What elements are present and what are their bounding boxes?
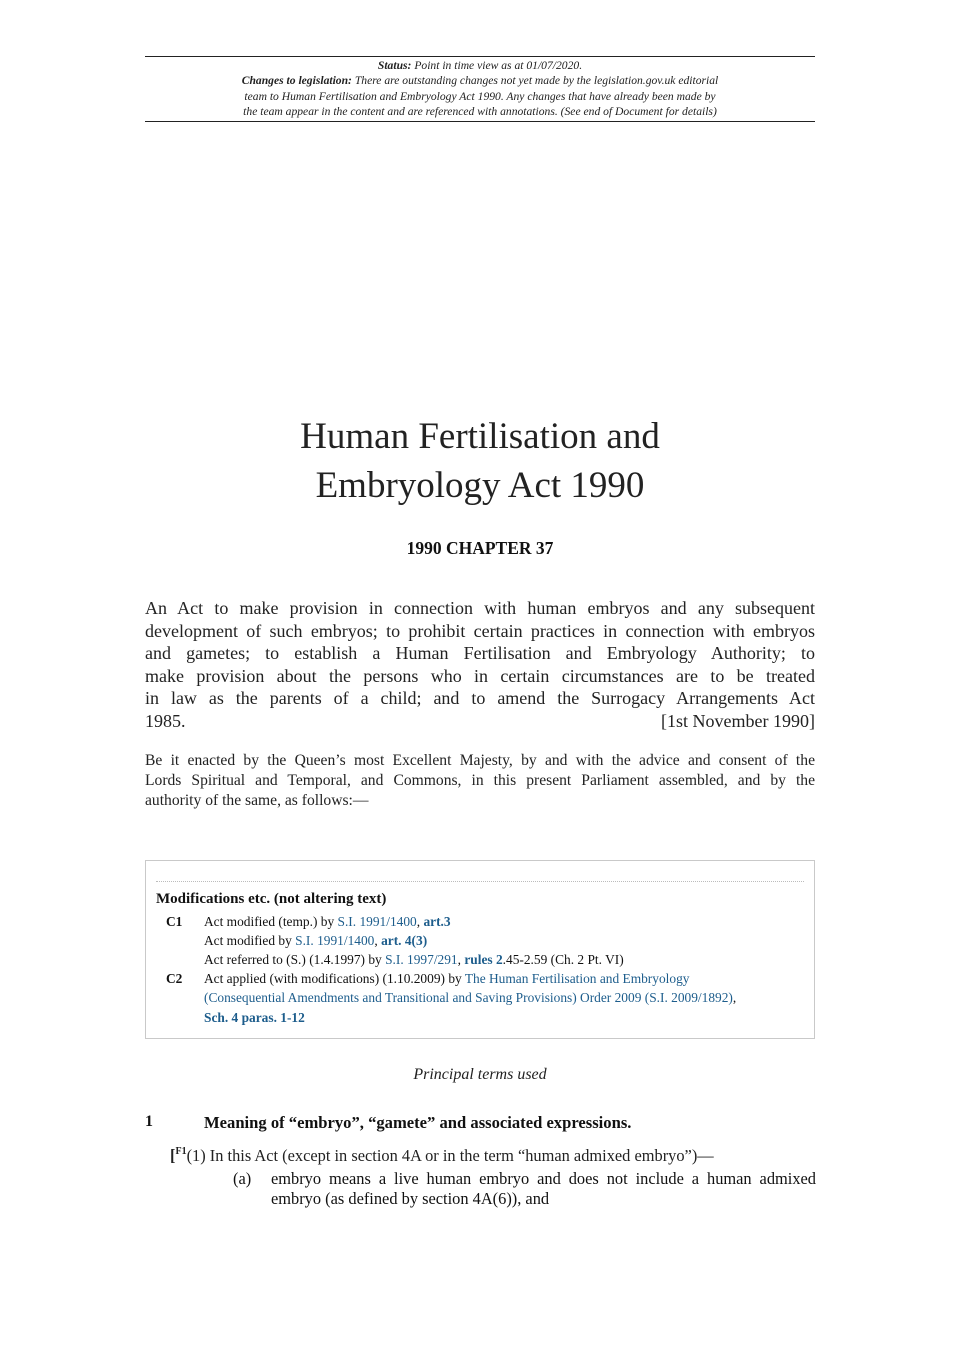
subsection-text: (1) In this Act (except in section 4A or in the term “human admixed embryo”)—: [186, 1146, 714, 1165]
long-title-end: 1985.: [145, 710, 186, 731]
order-link[interactable]: (Consequential Amendments and Transitional and Saving Provisions) Order 2009 (S.I. 2009/1892): [204, 990, 733, 1005]
changes-line-2: team to Human Fertilisation and Embryology Act 1990. Any changes that have already been made by: [244, 90, 716, 103]
changes-line-3: the team appear in the content and are referenced with annotations. (See end of Document for details): [243, 105, 717, 118]
amendment-bracket: [: [170, 1146, 176, 1165]
act-title-line-1: Human Fertilisation and: [300, 416, 660, 457]
annotation-code: C2: [166, 971, 183, 986]
si-link[interactable]: S.I. 1991/1400: [337, 914, 417, 929]
enacting-formula: [145, 751, 815, 811]
enacting-line: Lords Spiritual and Temporal, and Commons, in this present Parliament assembled, and by the: [145, 772, 815, 789]
paragraph-line: embryo (as defined by section 4A(6)), and: [271, 1189, 550, 1208]
long-title-line: An Act to make provision in connection with human embryos and any subsequent: [145, 598, 815, 618]
part-heading: Principal terms used: [413, 1066, 547, 1083]
changes-line-1: Changes to legislation: There are outstanding changes not yet made by the legislation.gov.uk editorial: [241, 74, 719, 87]
act-title-line-2: Embryology Act 1990: [315, 465, 645, 506]
article-link[interactable]: art. 4(3): [381, 933, 428, 948]
modifications-box: Modifications etc. (not altering text) C1 Act modified (temp.) by S.I. 1991/1400, art.3 Act modified by S.I. 1991/1400, art. 4(3) Act referred to (S.) (1.4.1997) by S.I. 1997/291, rules 2.45-2.59 (Ch. 2 Pt. VI) C2 Act applied (with modifications) (1.10.2009) by The Human Fertilisation and Embryology (Consequential Amendments and Transitional and Saving Provisions) Order 2009 (S.I. 2009/1892), Sch. 4 paras. 1-12: [145, 860, 815, 1039]
si-link[interactable]: S.I. 1997/291: [385, 952, 458, 967]
act-title: [145, 412, 815, 510]
schedule-link[interactable]: Sch. 4 paras. 1-12: [204, 1010, 305, 1025]
long-title-line: make provision about the persons who in certain circumstances are to be treated: [145, 665, 815, 686]
paragraph-label: (a): [233, 1169, 252, 1188]
modifications-heading: Modifications etc. (not altering text): [156, 891, 387, 907]
rules-link[interactable]: rules 2: [464, 952, 503, 967]
annotation-code: C1: [166, 914, 183, 929]
order-link[interactable]: The Human Fertilisation and Embryology: [464, 971, 690, 986]
long-title-line: in law as the parents of a child; and to amend the Surrogacy Arrangements Act: [145, 688, 815, 709]
chapter-number: 1990 CHAPTER 37: [406, 538, 554, 558]
long-title-line-last: [145, 710, 815, 733]
article-link[interactable]: art.3: [423, 914, 451, 929]
enacting-line: Be it enacted by the Queen’s most Excellent Majesty, by and with the advice and consent of the: [145, 752, 815, 769]
royal-assent-date: [1st November 1990]: [661, 710, 815, 731]
long-title-line: and gametes; to establish a Human Fertilisation and Embryology Authority; to: [145, 643, 815, 664]
si-link[interactable]: S.I. 1991/1400: [295, 933, 375, 948]
section-number: 1: [145, 1113, 153, 1130]
paragraph-a-text: [271, 1169, 816, 1209]
subsection-1: [170, 1146, 714, 1166]
long-title: [145, 597, 815, 733]
enacting-line: authority of the same, as follows:—: [145, 792, 369, 809]
paragraph-line: embryo means a live human embryo and does not include a human admixed: [271, 1169, 816, 1188]
status-header: [145, 56, 815, 122]
section-heading: Meaning of “embryo”, “gamete” and associated expressions.: [204, 1113, 632, 1132]
dotted-divider: [156, 881, 804, 882]
status-line: Status: Point in time view as at 01/07/2020.: [377, 59, 583, 72]
annotation-ref[interactable]: F1: [175, 1146, 187, 1157]
long-title-line: development of such embryos; to prohibit certain practices in connection with embryos: [145, 620, 815, 641]
